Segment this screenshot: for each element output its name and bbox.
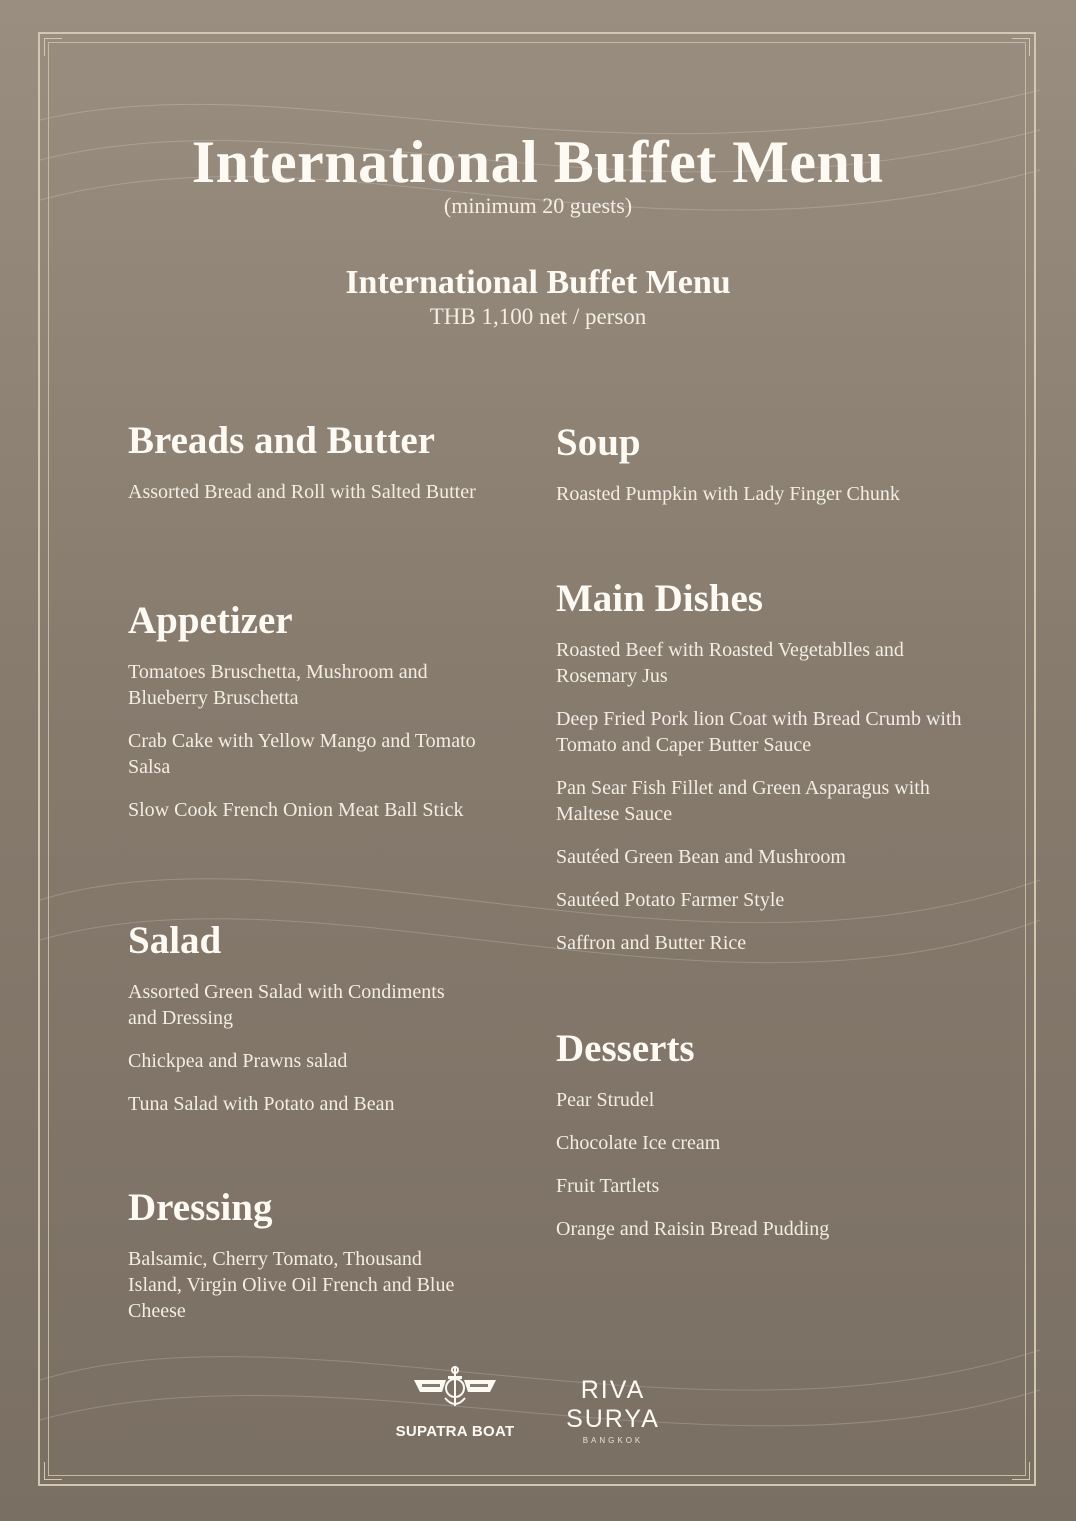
menu-item: Orange and Raisin Bread Pudding	[556, 1217, 830, 1240]
menu-item: Roasted Beef with Roasted Vegetablles and Rosemary Jus	[556, 638, 904, 687]
menu-item: Pear Strudel	[556, 1088, 655, 1111]
page-title: International Buffet Menu	[191, 129, 885, 195]
menu-item: Tuna Salad with Potato and Bean	[128, 1092, 395, 1115]
section-dressing	[128, 1187, 478, 1341]
menu-item: Crab Cake with Yellow Mango and Tomato Salsa	[128, 729, 476, 778]
menu-item: Slow Cook French Onion Meat Ball Stick	[128, 798, 464, 821]
anchor-wings-icon	[410, 1362, 500, 1412]
menu-price: THB 1,100 net / person	[429, 304, 647, 329]
corner-ornament-top-left	[44, 38, 62, 56]
menu-item: Chickpea and Prawns salad	[128, 1049, 348, 1072]
section-desserts	[556, 1028, 976, 1259]
section-heading: Salad	[128, 919, 222, 962]
corner-ornament-bottom-left	[44, 1462, 62, 1480]
menu-item: Tomatoes Bruschetta, Mushroom and Blueberry Bruschetta	[128, 660, 428, 709]
corner-ornament-top-right	[1012, 38, 1030, 56]
section-salad	[128, 920, 478, 1134]
menu-item: Assorted Green Salad with Condiments and Dressing	[128, 980, 445, 1029]
supatra-boat-name: SUPATRA BOAT	[395, 1423, 515, 1440]
menu-item: Chocolate Ice cream	[556, 1131, 721, 1154]
menu-item: Roasted Pumpkin with Lady Finger Chunk	[556, 482, 900, 505]
menu-item: Saffron and Butter Rice	[556, 931, 747, 954]
corner-ornament-bottom-right	[1012, 1462, 1030, 1480]
riva-surya-city: BANGKOK	[582, 1436, 644, 1445]
section-heading: Breads and Butter	[128, 419, 435, 462]
section-heading: Dressing	[128, 1186, 273, 1229]
section-soup	[556, 422, 976, 524]
section-heading: Main Dishes	[556, 577, 763, 620]
section-breads-and-butter	[128, 420, 478, 522]
menu-name: International Buffet Menu	[345, 264, 731, 301]
menu-item: Balsamic, Cherry Tomato, Thousand Island, Virgin Olive Oil French and Blue Cheese	[128, 1247, 455, 1322]
menu-item: Assorted Bread and Roll with Salted Butter	[128, 480, 476, 503]
menu-item: Sautéed Green Bean and Mushroom	[556, 845, 846, 868]
section-heading: Desserts	[556, 1027, 695, 1070]
menu-item: Pan Sear Fish Fillet and Green Asparagus with Maltese Sauce	[556, 776, 930, 825]
menu-item: Deep Fried Pork lion Coat with Bread Crumb with Tomato and Caper Butter Sauce	[556, 707, 962, 756]
guest-minimum: (minimum 20 guests)	[443, 193, 633, 218]
section-main-dishes	[556, 578, 976, 973]
riva-surya-logo	[532, 1376, 694, 1445]
riva-surya-name: RIVA SURYA	[566, 1376, 660, 1433]
section-appetizer	[128, 600, 478, 840]
menu-item: Fruit Tartlets	[556, 1174, 660, 1197]
supatra-boat-logo	[380, 1362, 530, 1442]
section-heading: Appetizer	[128, 599, 293, 642]
section-heading: Soup	[556, 421, 641, 464]
menu-item: Sautéed Potato Farmer Style	[556, 888, 785, 911]
